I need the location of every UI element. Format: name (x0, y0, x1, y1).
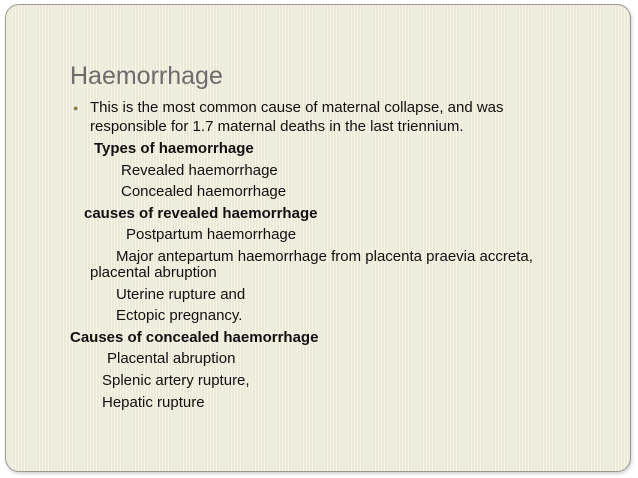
revealed-cause-item: Major antepartum haemorrhage from placenta praevia accreta, (116, 248, 533, 265)
revealed-cause-item: Postpartum haemorrhage (126, 226, 297, 243)
concealed-cause-item: Hepatic rupture (102, 394, 205, 411)
intro-line-1: This is the most common cause of maternal collapse, and was (90, 99, 504, 116)
revealed-causes-heading: causes of revealed haemorrhage (84, 205, 318, 222)
type-item-revealed: Revealed haemorrhage (121, 162, 278, 179)
revealed-cause-item: Uterine rupture and (116, 286, 246, 303)
revealed-cause-item-continued: placental abruption (90, 264, 217, 281)
concealed-cause-item: Splenic artery rupture, (102, 372, 250, 389)
revealed-cause-item: Ectopic pregnancy. (116, 307, 243, 324)
intro-line-2: responsible for 1.7 maternal deaths in the last triennium. (90, 118, 464, 135)
concealed-causes-heading: Causes of concealed haemorrhage (70, 329, 319, 346)
types-heading: Types of haemorrhage (94, 140, 254, 157)
type-item-concealed: Concealed haemorrhage (121, 183, 287, 200)
bullet-icon: ● (73, 103, 79, 113)
concealed-cause-item: Placental abruption (107, 350, 236, 367)
slide-title: Haemorrhage (70, 62, 223, 90)
